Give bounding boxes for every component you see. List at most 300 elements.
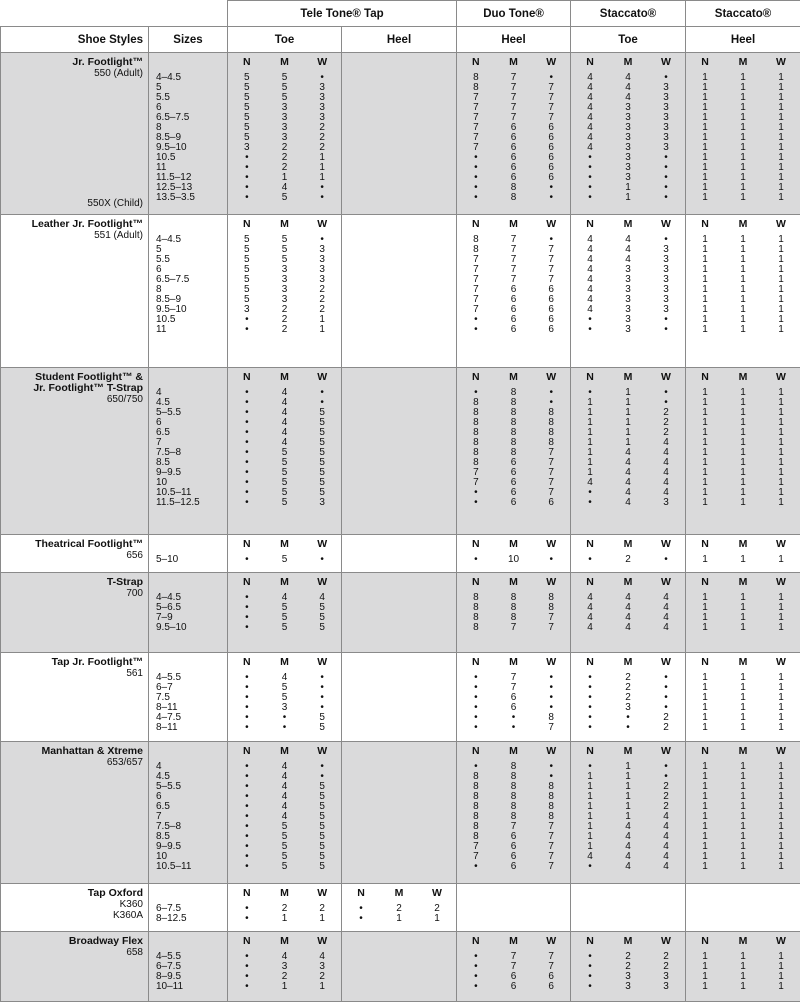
width-value: •: [647, 388, 685, 398]
width-value: 4: [266, 408, 304, 418]
width-grid: [686, 653, 800, 733]
width-value: 1: [724, 478, 762, 488]
width-value: •: [647, 73, 685, 83]
width-grid: [571, 368, 685, 508]
width-value: 3: [609, 315, 647, 325]
width-grid-cell: [342, 932, 457, 1002]
size-value: 8–9.5: [156, 972, 227, 982]
width-column: [266, 746, 304, 872]
width-column: [457, 219, 495, 335]
width-value: 5: [228, 285, 266, 295]
shoe-style-name: Manhattan & Xtreme: [1, 746, 143, 757]
width-value: 6: [532, 498, 570, 508]
width-value: 8: [495, 772, 533, 782]
width-value: 3: [303, 265, 341, 275]
width-value: 3: [609, 265, 647, 275]
width-value: 1: [762, 613, 800, 623]
width-value: •: [303, 762, 341, 772]
width-value: 7: [457, 143, 495, 153]
width-value: 4: [571, 623, 609, 633]
width-grid: [457, 932, 570, 992]
shoe-style-number: K360A: [1, 910, 143, 921]
width-header: W: [532, 577, 570, 593]
width-value: 1: [724, 613, 762, 623]
width-value: 7: [495, 683, 533, 693]
width-value: 1: [724, 792, 762, 802]
width-header: N: [457, 57, 495, 73]
width-value: 5: [303, 723, 341, 733]
width-header: N: [686, 936, 724, 952]
width-value: 7: [532, 275, 570, 285]
width-value: 1: [724, 762, 762, 772]
width-grid: [571, 653, 685, 733]
width-column: [495, 577, 533, 633]
width-grid-cell: [457, 742, 571, 884]
width-value: 1: [571, 468, 609, 478]
width-value: •: [303, 398, 341, 408]
width-value: 2: [609, 555, 647, 565]
width-value: 8: [495, 438, 533, 448]
width-column: [571, 219, 609, 335]
sizes-spacer: [156, 936, 227, 952]
width-value: 1: [762, 972, 800, 982]
width-value: 1: [303, 153, 341, 163]
width-header: M: [609, 372, 647, 388]
width-header: N: [228, 372, 266, 388]
width-value: •: [647, 398, 685, 408]
width-value: 7: [532, 448, 570, 458]
width-value: •: [571, 325, 609, 335]
width-value: •: [228, 418, 266, 428]
width-grid-cell: [686, 535, 800, 573]
width-column: [647, 657, 685, 733]
width-header: W: [418, 888, 456, 904]
width-value: 3: [609, 123, 647, 133]
width-value: 1: [686, 305, 724, 315]
width-value: •: [342, 904, 380, 914]
width-value: 4: [647, 842, 685, 852]
width-value: 6: [495, 315, 533, 325]
width-value: 1: [571, 772, 609, 782]
width-value: 5: [266, 488, 304, 498]
size-value: 4–4.5: [156, 73, 227, 83]
width-value: •: [532, 555, 570, 565]
width-value: 4: [647, 593, 685, 603]
width-value: •: [228, 428, 266, 438]
width-grid: [457, 368, 570, 508]
width-value: 4: [647, 623, 685, 633]
size-value: 6: [156, 792, 227, 802]
width-value: 8: [457, 593, 495, 603]
width-value: 6: [495, 862, 533, 872]
width-grid-cell: [228, 215, 342, 368]
width-column: [724, 219, 762, 335]
width-value: •: [647, 555, 685, 565]
width-value: 1: [724, 812, 762, 822]
width-header: N: [228, 577, 266, 593]
width-value: 5: [228, 295, 266, 305]
size-value: 10: [156, 478, 227, 488]
width-column: [228, 936, 266, 992]
width-column: [532, 746, 570, 872]
width-column: [609, 746, 647, 872]
width-header: W: [647, 539, 685, 555]
width-value: •: [228, 478, 266, 488]
width-grid-cell: [457, 215, 571, 368]
size-value: 4–7.5: [156, 713, 227, 723]
width-header: M: [266, 57, 304, 73]
shoe-style-cell: [1, 215, 149, 368]
width-value: •: [228, 555, 266, 565]
width-value: 1: [762, 842, 800, 852]
width-value: •: [228, 193, 266, 203]
width-value: 1: [762, 438, 800, 448]
width-grid-cell: [457, 573, 571, 653]
width-value: 1: [762, 183, 800, 193]
width-value: •: [647, 173, 685, 183]
width-header: W: [647, 57, 685, 73]
width-value: •: [495, 713, 533, 723]
width-column: [266, 936, 304, 992]
size-value: 4: [156, 762, 227, 772]
width-value: 7: [532, 952, 570, 962]
width-header: N: [686, 539, 724, 555]
width-value: •: [228, 914, 266, 924]
width-value: •: [647, 193, 685, 203]
width-value: •: [457, 673, 495, 683]
width-value: 2: [303, 972, 341, 982]
width-value: 1: [724, 388, 762, 398]
width-value: 3: [609, 113, 647, 123]
width-value: 3: [266, 285, 304, 295]
width-value: 5: [266, 478, 304, 488]
width-value: •: [571, 982, 609, 992]
width-value: 5: [266, 93, 304, 103]
width-value: 5: [228, 113, 266, 123]
width-value: 10: [495, 555, 533, 565]
width-value: 1: [762, 603, 800, 613]
width-value: 1: [686, 478, 724, 488]
width-value: •: [571, 952, 609, 962]
width-value: 1: [724, 123, 762, 133]
width-column: [228, 888, 266, 924]
width-value: 4: [609, 488, 647, 498]
width-value: 1: [762, 143, 800, 153]
style-group-row: [1, 884, 800, 932]
size-value: 13.5–3.5: [156, 193, 227, 203]
width-value: 7: [532, 93, 570, 103]
width-value: 1: [762, 285, 800, 295]
width-value: •: [228, 962, 266, 972]
width-value: 1: [686, 428, 724, 438]
width-value: 4: [571, 73, 609, 83]
width-value: 3: [647, 265, 685, 275]
width-column: [495, 219, 533, 335]
width-value: 1: [686, 802, 724, 812]
width-header: N: [686, 657, 724, 673]
width-value: 5: [266, 498, 304, 508]
width-value: 3: [647, 255, 685, 265]
width-value: 1: [762, 255, 800, 265]
width-value: •: [457, 163, 495, 173]
width-value: 4: [609, 83, 647, 93]
width-value: 2: [303, 123, 341, 133]
width-value: 1: [762, 478, 800, 488]
width-value: 6: [495, 703, 533, 713]
sizes-spacer: [156, 888, 227, 904]
width-grid-cell: [228, 653, 342, 742]
width-value: 1: [724, 962, 762, 972]
shoe-style-number: 658: [1, 947, 143, 958]
width-grid-cell: [342, 535, 457, 573]
width-value: 1: [762, 852, 800, 862]
style-group-row: [1, 535, 800, 573]
width-value: 3: [609, 285, 647, 295]
width-column: [266, 372, 304, 508]
width-header: M: [266, 219, 304, 235]
width-column: [686, 657, 724, 733]
width-value: •: [228, 408, 266, 418]
width-value: 2: [647, 802, 685, 812]
width-grid: [228, 573, 341, 633]
size-value: 5–5.5: [156, 782, 227, 792]
width-header: W: [647, 657, 685, 673]
width-value: 1: [762, 762, 800, 772]
width-value: 1: [686, 398, 724, 408]
width-value: 8: [532, 593, 570, 603]
width-value: 3: [609, 173, 647, 183]
width-value: 4: [571, 852, 609, 862]
width-value: 8: [532, 408, 570, 418]
width-value: 3: [303, 498, 341, 508]
width-value: 7: [532, 245, 570, 255]
width-value: 2: [609, 683, 647, 693]
width-value: 1: [762, 265, 800, 275]
width-value: 1: [762, 448, 800, 458]
width-grid-cell: [342, 742, 457, 884]
width-value: 2: [266, 143, 304, 153]
width-value: 4: [266, 792, 304, 802]
width-value: •: [228, 388, 266, 398]
width-column: [762, 577, 800, 633]
shoe-style-name: Theatrical Footlight™: [1, 539, 143, 550]
width-value: 1: [686, 235, 724, 245]
width-value: 1: [686, 153, 724, 163]
width-value: 1: [609, 183, 647, 193]
width-value: 3: [647, 103, 685, 113]
header-staccato-toe: Staccato®: [571, 1, 686, 27]
width-value: •: [228, 832, 266, 842]
width-header: N: [228, 539, 266, 555]
width-value: 1: [762, 822, 800, 832]
width-grid: [686, 932, 800, 992]
width-value: 1: [762, 673, 800, 683]
width-header: W: [303, 539, 341, 555]
width-value: 4: [571, 123, 609, 133]
width-grid-cell: [457, 932, 571, 1002]
width-value: 5: [303, 603, 341, 613]
width-value: 6: [532, 315, 570, 325]
width-header: N: [228, 746, 266, 762]
width-value: 5: [266, 613, 304, 623]
width-header: M: [609, 746, 647, 762]
width-value: 1: [724, 772, 762, 782]
width-value: 7: [495, 275, 533, 285]
width-value: 1: [724, 593, 762, 603]
width-column: [762, 936, 800, 992]
width-value: 1: [762, 782, 800, 792]
width-value: •: [228, 488, 266, 498]
width-value: 8: [495, 408, 533, 418]
width-value: •: [571, 183, 609, 193]
width-value: •: [647, 153, 685, 163]
width-column: [532, 577, 570, 633]
width-value: 7: [532, 822, 570, 832]
width-header: N: [457, 372, 495, 388]
width-header: N: [571, 57, 609, 73]
width-value: 8: [457, 245, 495, 255]
width-value: 2: [303, 904, 341, 914]
width-value: 1: [686, 723, 724, 733]
width-value: 1: [686, 593, 724, 603]
width-value: 7: [532, 113, 570, 123]
header-staccato-toe-label: Toe: [571, 27, 686, 53]
size-value: 9.5–10: [156, 305, 227, 315]
width-value: •: [457, 555, 495, 565]
width-value: 1: [571, 418, 609, 428]
width-column: [724, 57, 762, 203]
width-value: 1: [686, 193, 724, 203]
width-grid-cell: [457, 535, 571, 573]
width-value: 1: [609, 193, 647, 203]
width-value: 8: [457, 428, 495, 438]
width-grid: [457, 742, 570, 872]
header-shoe-styles: Shoe Styles: [1, 27, 149, 53]
width-value: 8: [495, 812, 533, 822]
width-grid: [342, 884, 456, 924]
width-value: 1: [724, 982, 762, 992]
shoe-style-cell: [1, 742, 149, 884]
width-value: 7: [457, 103, 495, 113]
width-header: M: [495, 936, 533, 952]
width-value: 1: [762, 962, 800, 972]
width-value: 1: [571, 792, 609, 802]
width-value: 3: [609, 703, 647, 713]
width-column: [532, 57, 570, 203]
width-header: W: [762, 746, 800, 762]
width-value: 4: [266, 782, 304, 792]
width-value: 4: [571, 305, 609, 315]
style-group-row: [1, 932, 800, 1002]
width-value: 4: [609, 822, 647, 832]
width-grid-cell: [342, 53, 457, 215]
size-value: 5.5: [156, 255, 227, 265]
width-header: W: [762, 57, 800, 73]
width-column: [418, 888, 456, 924]
width-column: [724, 577, 762, 633]
width-value: •: [457, 153, 495, 163]
width-value: 1: [724, 83, 762, 93]
width-column: [303, 746, 341, 872]
width-column: [724, 746, 762, 872]
shoe-style-name: Leather Jr. Footlight™: [1, 219, 143, 230]
width-column: [762, 539, 800, 565]
shoe-style-name: Tap Oxford: [1, 888, 143, 899]
width-value: 1: [686, 772, 724, 782]
width-value: •: [228, 762, 266, 772]
width-value: 1: [686, 498, 724, 508]
width-column: [266, 57, 304, 203]
width-value: 7: [532, 468, 570, 478]
size-value: 6.5–7.5: [156, 275, 227, 285]
width-value: •: [228, 448, 266, 458]
width-value: 3: [647, 295, 685, 305]
width-value: •: [303, 388, 341, 398]
width-value: •: [532, 388, 570, 398]
width-value: 8: [457, 613, 495, 623]
width-value: 1: [762, 295, 800, 305]
width-value: 1: [762, 418, 800, 428]
width-value: 6: [495, 285, 533, 295]
width-value: 1: [571, 458, 609, 468]
width-value: 4: [609, 468, 647, 478]
width-value: 5: [266, 255, 304, 265]
width-value: 3: [609, 982, 647, 992]
width-value: 1: [609, 762, 647, 772]
width-value: 1: [724, 498, 762, 508]
width-value: 3: [303, 113, 341, 123]
width-value: 4: [266, 398, 304, 408]
width-value: 7: [457, 285, 495, 295]
width-header: N: [571, 577, 609, 593]
width-value: 1: [762, 388, 800, 398]
width-value: 1: [724, 408, 762, 418]
width-value: •: [228, 713, 266, 723]
width-value: 5: [266, 683, 304, 693]
width-value: 1: [724, 438, 762, 448]
width-value: 3: [647, 275, 685, 285]
width-value: 5: [266, 235, 304, 245]
width-value: 1: [686, 812, 724, 822]
width-grid: [457, 535, 570, 565]
width-value: 1: [303, 315, 341, 325]
shoe-style-cell: [1, 653, 149, 742]
shoe-style-child-number: 550X (Child): [87, 198, 143, 209]
width-value: 1: [686, 183, 724, 193]
width-value: 1: [724, 193, 762, 203]
width-grid-cell: [686, 53, 800, 215]
width-value: 3: [266, 962, 304, 972]
width-value: 4: [571, 143, 609, 153]
width-value: 5: [303, 802, 341, 812]
width-column: [457, 539, 495, 565]
size-value: 11.5–12.5: [156, 498, 227, 508]
width-value: 8: [495, 762, 533, 772]
width-column: [495, 936, 533, 992]
width-value: 8: [457, 83, 495, 93]
sizes-cell: [149, 653, 228, 742]
width-value: 1: [724, 723, 762, 733]
width-value: 7: [457, 123, 495, 133]
width-value: 4: [266, 812, 304, 822]
width-value: 4: [647, 458, 685, 468]
width-value: 1: [724, 458, 762, 468]
width-value: 6: [495, 305, 533, 315]
width-value: •: [457, 315, 495, 325]
width-value: 4: [647, 822, 685, 832]
width-value: •: [571, 153, 609, 163]
width-value: •: [228, 723, 266, 733]
